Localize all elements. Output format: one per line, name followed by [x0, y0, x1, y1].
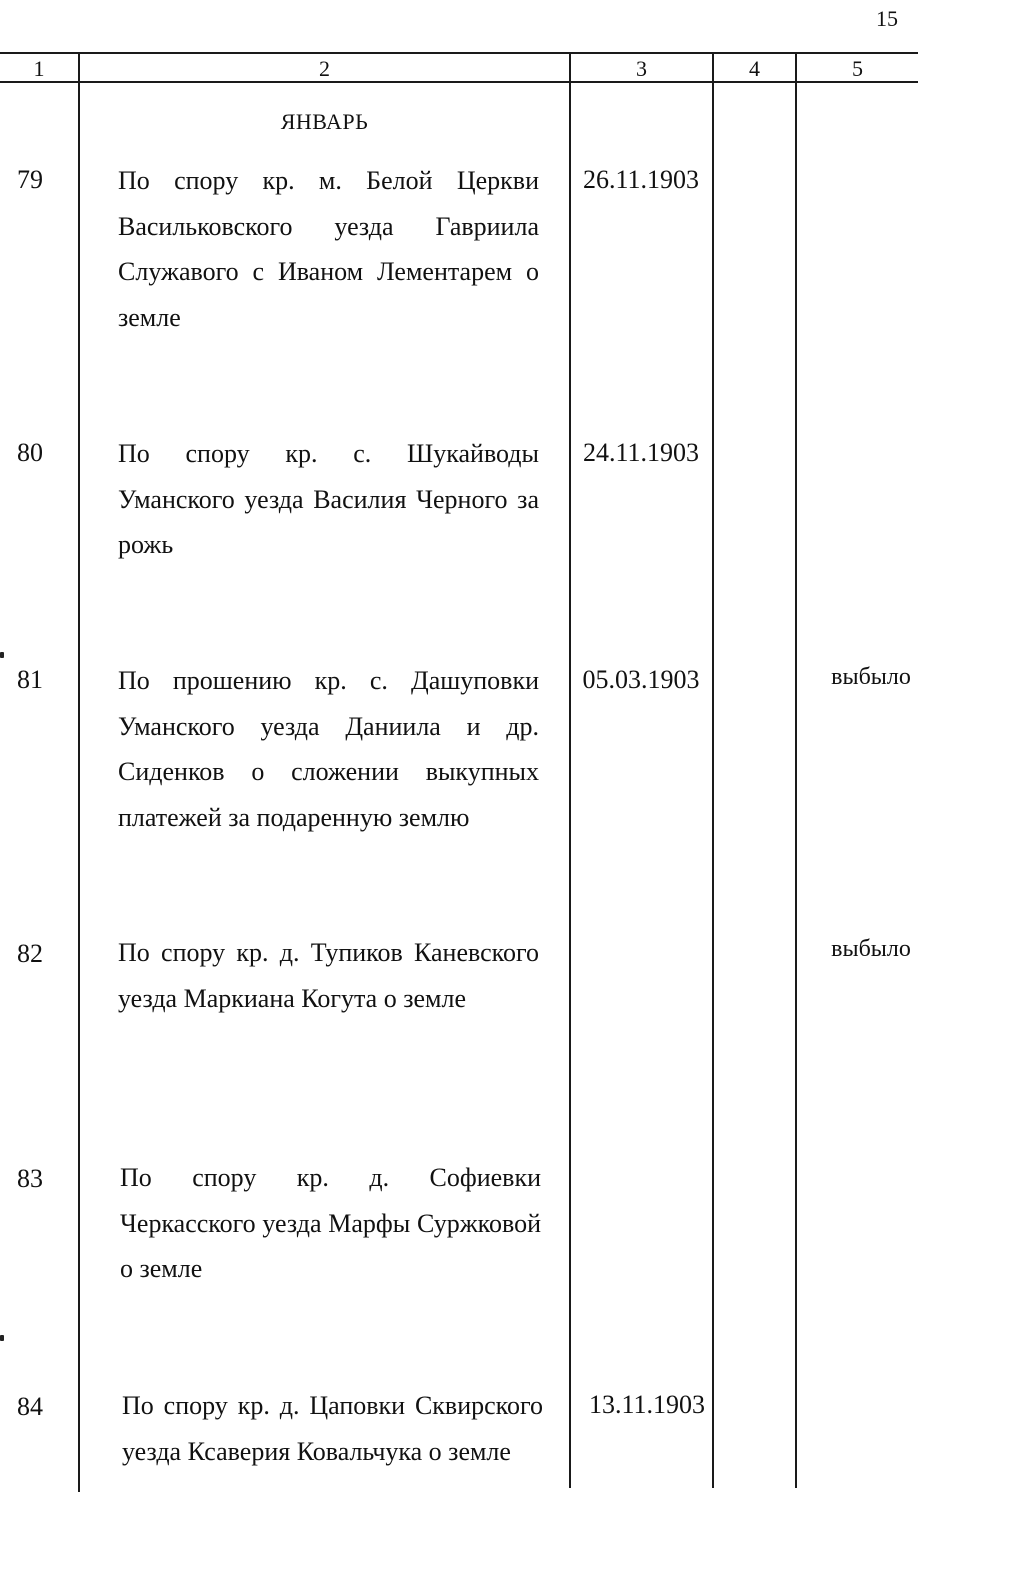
row-description: По спору кр. д. Цаповки Сквирского уезда Ксаверия Ковальчука о земле: [122, 1391, 543, 1466]
page-number: 15: [876, 6, 898, 31]
row-description: По спору кр. с. Шукайводы Уманского уезда Василия Черного за рожь: [118, 439, 539, 559]
row-number: 80: [17, 438, 43, 467]
row-number: 81: [17, 665, 43, 694]
section-title-month: ЯНВАРЬ: [280, 109, 369, 134]
row-number: 84: [17, 1392, 43, 1421]
row-description: По прошению кр. с. Дашуповки Уманского уезда Даниила и др. Сиденков о сложении выкупных платежей за подаренную землю: [118, 666, 539, 832]
row-note-status: выбыло: [831, 936, 911, 962]
column-divider-2-3: [569, 52, 571, 1488]
row-date: 26.11.1903: [582, 165, 700, 194]
row-number: 82: [17, 939, 43, 968]
row-note-status: выбыло: [831, 664, 911, 690]
row-description: По спору кр. д. Тупиков Каневского уезда Маркиана Когута о земле: [118, 938, 539, 1013]
scan-mark: [0, 1335, 4, 1341]
row-date: 13.11.1903: [588, 1390, 706, 1419]
column-header-2: 2: [319, 56, 330, 81]
column-divider-3-4: [712, 52, 714, 1488]
row-number: 79: [17, 165, 43, 194]
scan-mark: [0, 652, 4, 658]
row-date: 05.03.1903: [582, 665, 700, 694]
column-header-1: 1: [33, 56, 45, 81]
column-header-4: 4: [749, 56, 760, 81]
row-number: 83: [17, 1164, 43, 1193]
table-top-rule: [0, 52, 918, 54]
row-description: По спору кр. д. Софиевки Черкасского уезда Марфы Суржковой о земле: [120, 1163, 541, 1283]
column-divider-1-2: [78, 52, 80, 1492]
column-header-5: 5: [852, 56, 863, 81]
row-description: По спору кр. м. Белой Церкви Васильковского уезда Гавриила Служавого с Иваном Лементарем о земле: [118, 166, 539, 332]
column-header-3: 3: [636, 56, 647, 81]
column-divider-4-5: [795, 52, 797, 1488]
row-date: 24.11.1903: [582, 438, 700, 467]
